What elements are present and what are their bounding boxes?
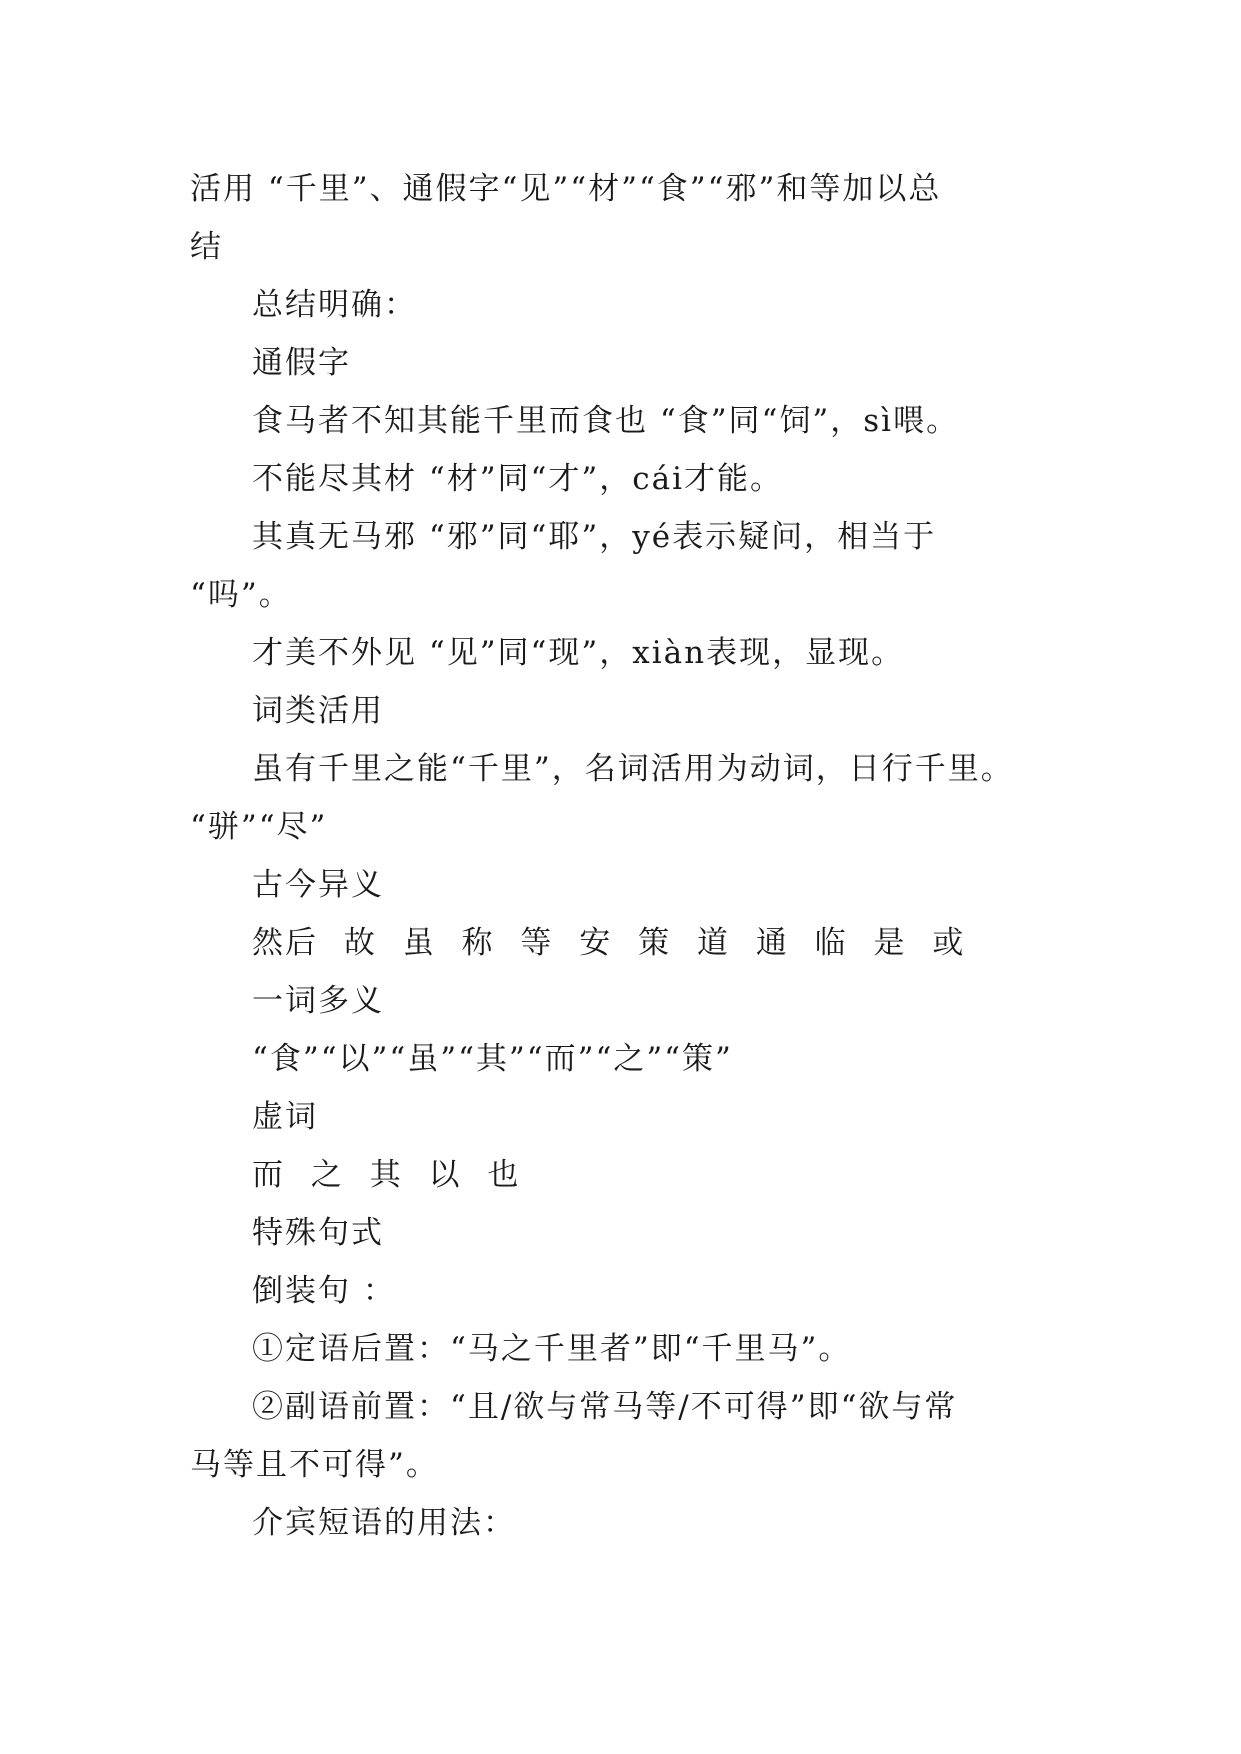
text-line: 食马者不知其能千里而食也 “食”同“饲”，sì喂。 bbox=[252, 403, 960, 439]
text-line: 虽有千里之能“千里”，名词活用为动词，日行千里。 bbox=[252, 751, 1014, 787]
text-line: 总结明确： bbox=[252, 287, 417, 323]
text-line: 倒装句 ： bbox=[252, 1273, 396, 1309]
section-heading: 通假字 bbox=[252, 345, 351, 381]
section-heading: 虚词 bbox=[252, 1099, 318, 1135]
section-heading: 特殊句式 bbox=[252, 1215, 384, 1251]
text-line: 才美不外见 “见”同“现”，xiàn表现，显现。 bbox=[252, 635, 905, 671]
text-line: 结 bbox=[190, 229, 223, 265]
text-line: ②副语前置：“且/欲与常马等/不可得”即“欲与常 bbox=[252, 1389, 958, 1425]
text-line: ①定语后置：“马之千里者”即“千里马”。 bbox=[252, 1331, 852, 1367]
text-line: 而 之 其 以 也 bbox=[252, 1157, 521, 1193]
document-body bbox=[190, 160, 1050, 1552]
section-heading: 古今异义 bbox=[252, 867, 384, 903]
text-line: “吗”。 bbox=[190, 577, 292, 613]
section-heading: 词类活用 bbox=[252, 693, 384, 729]
text-line: “食”“以”“虽”“其”“而”“之”“策” bbox=[252, 1041, 733, 1077]
text-line: 介宾短语的用法： bbox=[252, 1505, 516, 1541]
text-line: 其真无马邪 “邪”同“耶”，yé表示疑问，相当于 bbox=[252, 519, 937, 555]
text-line: 活用 “千里”、通假字“见”“材”“食”“邪”和等加以总 bbox=[190, 171, 942, 207]
text-line: 马等且不可得”。 bbox=[190, 1447, 439, 1483]
text-line: 然后 故 虽 称 等 安 策 道 通 临 是 或 bbox=[252, 925, 966, 961]
text-line: 不能尽其材 “材”同“才”，cái才能。 bbox=[252, 461, 784, 497]
text-line: “骈”“尽” bbox=[190, 809, 328, 845]
section-heading: 一词多义 bbox=[252, 983, 384, 1019]
